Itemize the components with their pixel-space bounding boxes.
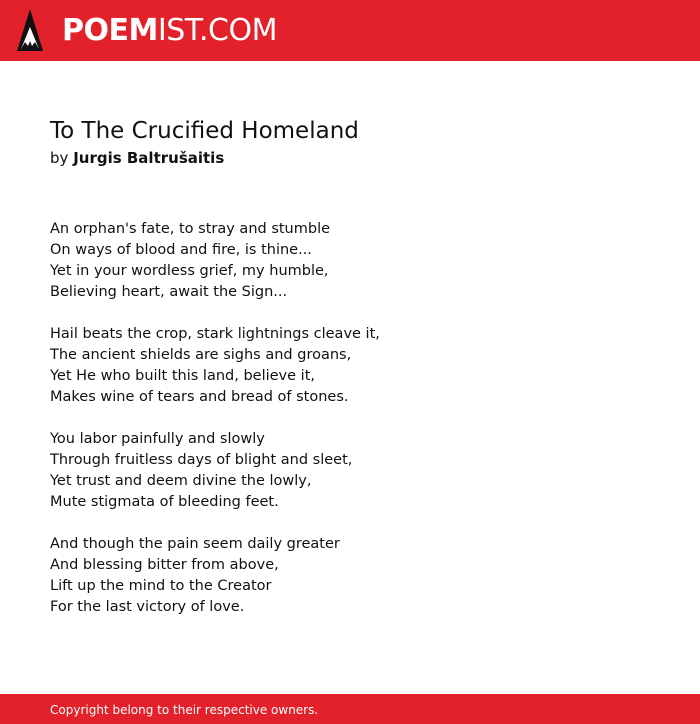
poem-body: [50, 219, 650, 639]
site-footer: [0, 694, 700, 724]
poem-line: Yet in your wordless grief, my humble,: [50, 263, 329, 279]
logo-light-text: IST.COM: [157, 13, 277, 48]
byline: [50, 148, 224, 169]
by-label: by: [50, 149, 69, 167]
poem-line: On ways of blood and fire, is thine...: [50, 242, 312, 258]
poem-line: The ancient shields are sighs and groans,: [50, 347, 352, 363]
poem-line: Makes wine of tears and bread of stones.: [50, 389, 349, 405]
poem-line: You labor painfully and slowly: [50, 431, 265, 447]
poem-line: Lift up the mind to the Creator: [50, 578, 272, 594]
poem-title: To The Crucified Homeland: [50, 118, 359, 144]
copyright-notice: Copyright belong to their respective owners.: [50, 703, 319, 717]
stanza: [50, 429, 650, 513]
poem-line: And though the pain seem daily greater: [50, 536, 340, 552]
poem-line: And blessing bitter from above,: [50, 557, 279, 573]
poem-line: Mute stigmata of bleeding feet.: [50, 494, 279, 510]
poem-line: For the last victory of love.: [50, 599, 245, 615]
poem-line: Yet He who built this land, believe it,: [50, 368, 315, 384]
poem-line: Hail beats the crop, stark lightnings cleave it,: [50, 326, 380, 342]
poem-line: Yet trust and deem divine the lowly,: [50, 473, 312, 489]
logo-bold-text: POEM: [62, 13, 158, 48]
site-header: [0, 0, 700, 61]
stanza: [50, 219, 650, 303]
stanza: [50, 534, 650, 618]
pencil-icon[interactable]: [17, 9, 43, 51]
poem-line: Through fruitless days of blight and sleet,: [50, 452, 353, 468]
site-logo[interactable]: [62, 12, 277, 50]
stanza: [50, 324, 650, 408]
poem-line: Believing heart, await the Sign...: [50, 284, 288, 300]
poem-line: An orphan's fate, to stray and stumble: [50, 221, 331, 237]
author-name: Jurgis Baltrušaitis: [73, 149, 225, 167]
